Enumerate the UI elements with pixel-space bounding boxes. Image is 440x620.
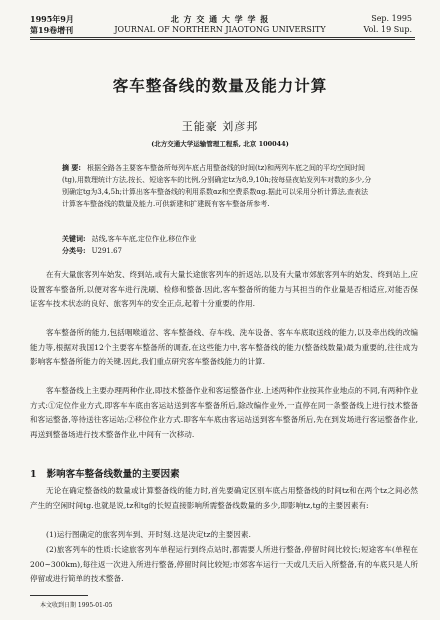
header-issue-left: 第19卷增刊 — [30, 25, 74, 35]
body-paragraph: 客车整备所的能力,包括咽喉道岔、客车整备线、存车线、洗车设备、客车车底取送线的能力,以及牵出线的改编能力等,根据对我国12个主要客车整备所的调查,在这些能力中,客车整备线的能力(整备线数量)最为重要的,往往成为影响客车整备所能力的关键.因此,我们重点研究客车整备线能力的计算. — [30, 328, 418, 367]
header-rule-top — [30, 37, 415, 38]
footnote: 本文收到日期 1995-01-05 — [40, 602, 113, 609]
header-rule-bottom — [30, 39, 415, 40]
paper-authors: 王能豪 刘彦邦 — [181, 120, 259, 133]
section-number: 1 — [30, 469, 37, 480]
abstract-label: 摘 要: — [62, 163, 82, 172]
section-paragraph: (1)运行图确定的旅客列车到、开时刻.这是决定tz的主要因素. — [46, 530, 251, 539]
header-journal-cn: 北 方 交 通 大 学 学 报 — [170, 14, 270, 24]
header-vol-right: Vol. 19 Sup. — [363, 25, 412, 34]
paper-affiliation: (北方交通大学运输管理工程系, 北京 100044) — [151, 140, 289, 148]
classification-text: U291.67 — [91, 247, 122, 255]
keywords-text: 站线,客车车底,定位作业,移位作业 — [91, 235, 197, 243]
keywords-label: 关键词: — [62, 234, 86, 243]
section-paragraph: (2)旅客列车的性质:长途旅客列车单程运行到终点站时,都需要人所进行整备,停留时间比较长;短途客车(单程在200~300km),每往返一次进入所进行整备,停留时间比较短;市郊客车运行一天或几天后入所整备,有的车底只是人所停留或进行简单的技术整备. — [30, 545, 418, 584]
keywords — [62, 233, 374, 246]
section-paragraph: 无论在确定整备线的数量或计算整备线的能力时,首先要确定区别车底占用整备线的时间tz和在两个tz之间必然产生的空闲时间tg.也就是说,tz和tg的长短直接影响所需整备线数量的多少,即影响tz,tg的主要因素有: — [30, 486, 418, 510]
body-paragraph: 客车整备线上主要办理两种作业,即技术整备作业和客运整备作业.上述两种作业按其作业地点的不同,有两种作业方式:①定位作业方式,即客车车底由客运站送到客车整备所后,除改编作业外,一直停在同一条整备线上进行技术整备和客运整备,等待送往客运站;②移位作业方式.即客车车底由客运站送到客车整备所后,先在到发场进行客运整备作业,再送到整备场进行技术整备作业,中间有一次移动. — [30, 386, 418, 439]
footnote-rule — [30, 595, 88, 596]
section-title: 影响客车整备线数量的主要因素 — [46, 469, 180, 480]
classification — [62, 245, 122, 258]
classification-label: 分类号: — [62, 246, 86, 255]
header-date-right: Sep. 1995 — [371, 14, 412, 23]
abstract-text: 根据全路各主要客车整备所每列车底占用整备线的时间(tz)和两列车底之间的平均空间时间(tg),用数理统计方法,按长、短途客车的比例,分别确定tz为8,9,10h;按每昼夜始发列车对数的多少,分别确定tg为3,4,5h;计算出客车整备线的利用系数αz和空费系数αg.据此可以采用分析计算法,查表法计算客车整备线的数量及能力.可供新建和扩建既有客车整备所参考. — [62, 164, 372, 208]
section-heading — [30, 466, 180, 480]
header-date-left: 1995年9月 — [30, 14, 74, 24]
abstract — [62, 162, 374, 211]
paper-title: 客车整备线的数量及能力计算 — [112, 76, 328, 95]
header-journal-en: JOURNAL OF NORTHERN JIAOTONG UNIVERSITY — [114, 25, 326, 34]
body-paragraph: 在有大量旅客列车始发、终到站,或有大量长途旅客列车的折返站,以及有大量市郊旅客列车的始发、终到站上,应设置客车整备所,以便对客车进行洗刷、检修和整备.因此,客车整备所的能力与其担当的作业量是否相适应,对能否保证客车技术状态的良好、旅客列车的安全正点,起着十分重要的作用. — [30, 270, 418, 309]
